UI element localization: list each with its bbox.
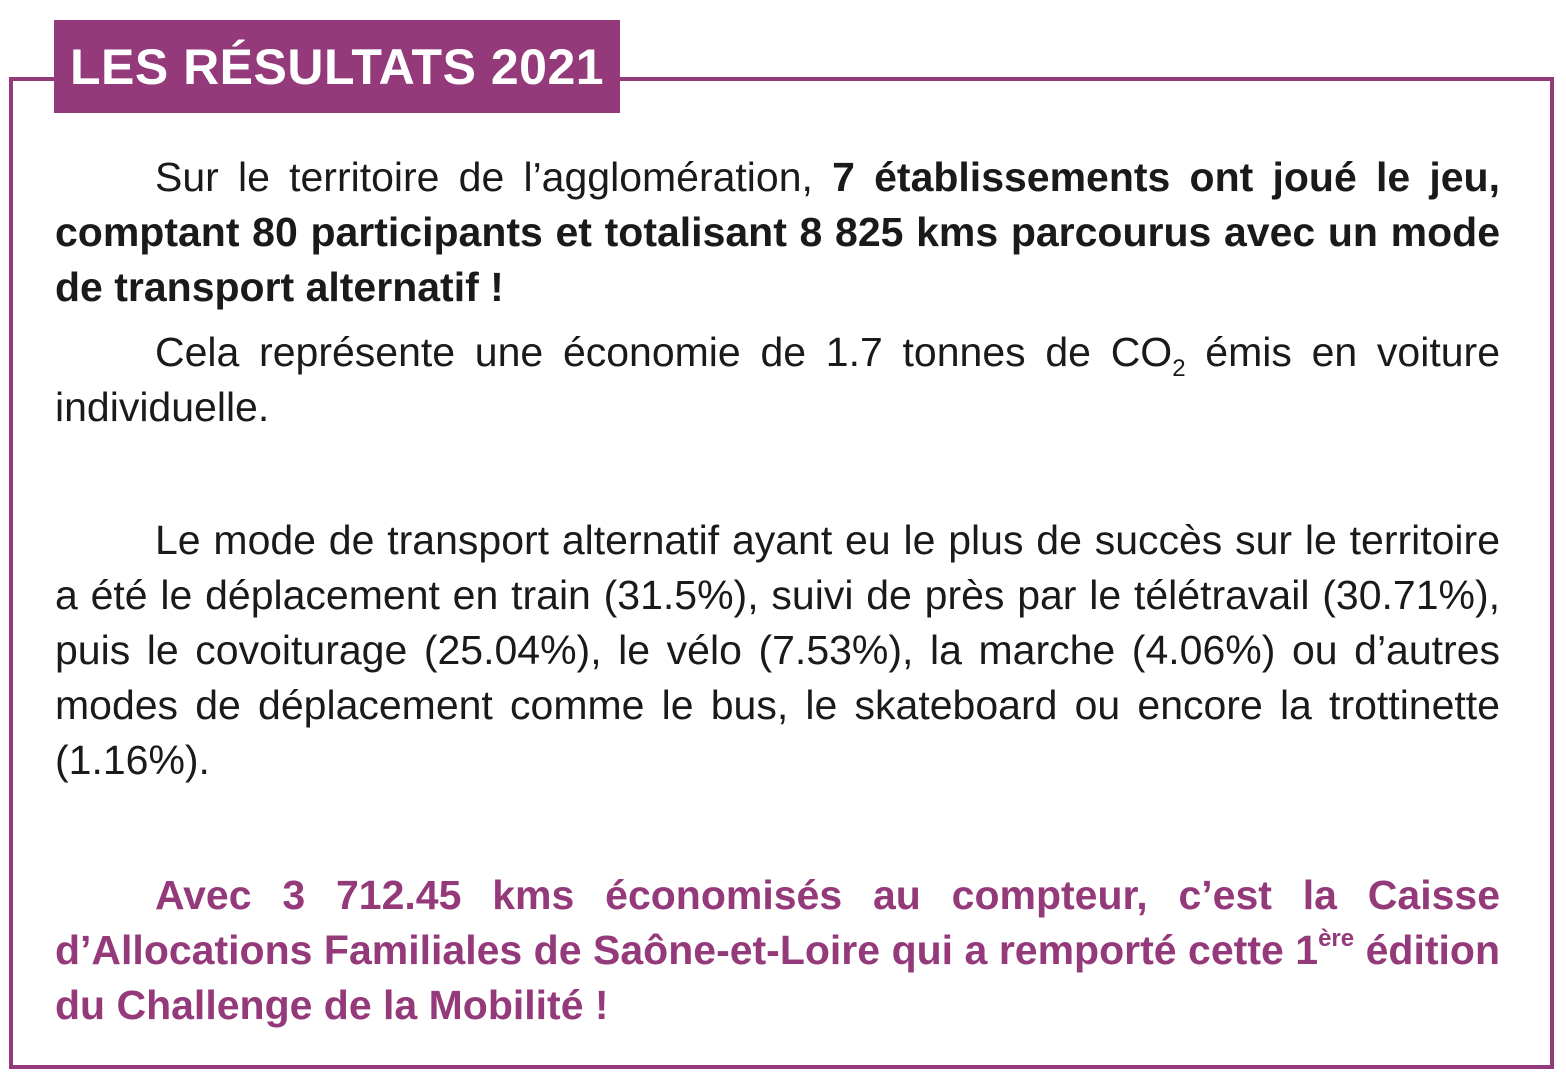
- winner-superscript: ère: [1318, 925, 1355, 952]
- winner-text-after: édition du Challenge de la Mobilité !: [55, 927, 1500, 1028]
- section-title: [54, 20, 620, 113]
- paragraph-winner: [55, 868, 1500, 1033]
- participation-highlight: 7 établissements ont joué le jeu, comptant 80 participants et totalisant 8 825 kms parcourus avec un mode de transport alternatif !: [55, 154, 1500, 310]
- transport-modes-text: Le mode de transport alternatif ayant eu le plus de succès sur le territoire a été le déplacement en train (31.5%), suivi de près par le télétravail (30.71%), puis le covoiturage (25.04%), le vélo (7.53%), la marche (4.06%) ou d’autres modes de déplacement comme le bus, le skateboard ou encore la trottinette (1.16%).: [55, 517, 1500, 783]
- winner-text-before: Avec 3 712.45 kms économisés au compteur, c’est la Caisse d’Allocations Familiales de Saône-et-Loire qui a remporté cette 1: [55, 872, 1500, 973]
- co2-subscript: 2: [1172, 355, 1186, 382]
- results-content: [55, 150, 1500, 1033]
- paragraph-transport-modes: [55, 513, 1500, 788]
- co2-text-after: émis en voiture individuelle.: [55, 329, 1500, 430]
- paragraph-co2: [55, 325, 1500, 435]
- participation-intro: Sur le territoire de l’agglomération,: [155, 154, 833, 200]
- co2-text-before: Cela représente une économie de 1.7 tonnes de CO: [155, 329, 1173, 375]
- section-title-text: LES RÉSULTATS 2021: [69, 38, 605, 95]
- paragraph-participation: [55, 150, 1500, 315]
